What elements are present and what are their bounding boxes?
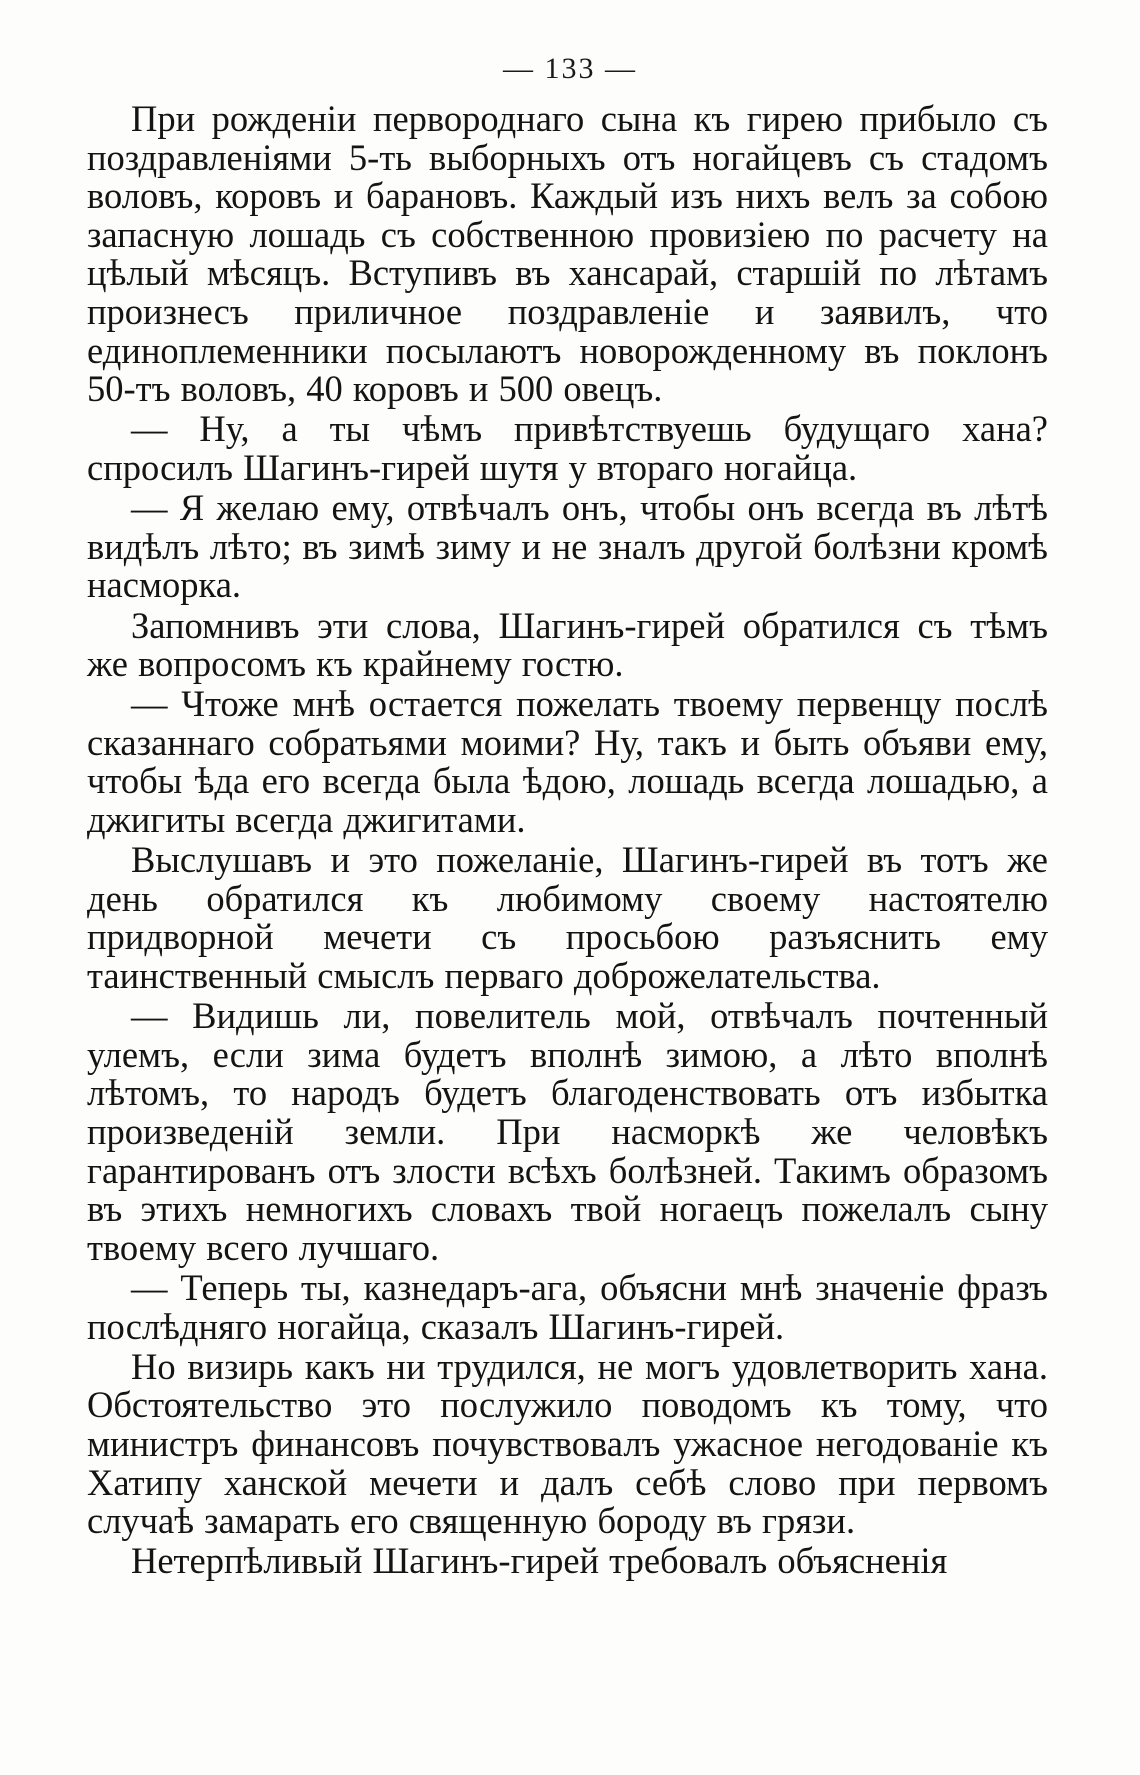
paragraph-5: — Чтоже мнѣ остается пожелать твоему первенцу послѣ сказаннаго собратьями моими? Ну, такъ и быть объяви ему, чтобы ѣда его всегда была ѣдою, лошадь всегда лошадью, а джигиты всегда джигитами. (87, 683, 1048, 841)
paragraph-2: — Ну, а ты чѣмъ привѣтствуешь будущаго хана? спросилъ Шагинъ-гирей шутя у втораго ногайца. (87, 408, 1048, 488)
paragraph-6: Выслушавъ и это пожеланіе, Шагинъ-гирей въ тотъ же день обратился къ любимому своему настоятелю придворной мечети съ просьбою разъяснить ему таинственный смыслъ перваго доброжелательства. (87, 839, 1048, 997)
paragraph-1: При рожденіи первороднаго сына къ гирею прибыло съ поздравленіями 5-ть выборныхъ отъ ногайцевъ съ стадомъ воловъ, коровъ и барановъ. Каждый изъ нихъ велъ за собою запасную лошадь съ собственною провизіею по расчету на цѣлый мѣсяцъ. Вступивъ въ хансарай, старшій по лѣтамъ произнесъ приличное поздравленіе и заявилъ, что единоплеменники посылаютъ новорожденному въ поклонъ 50-тъ воловъ, 40 коровъ и 500 овецъ. (87, 98, 1048, 410)
paragraph-3: — Я желаю ему, отвѣчалъ онъ, чтобы онъ всегда въ лѣтѣ видѣлъ лѣто; въ зимѣ зиму и не зналъ другой болѣзни кромѣ насморка. (87, 487, 1048, 606)
paragraph-8: — Теперь ты, казнедаръ-ага, объясни мнѣ значеніе фразъ послѣдняго ногайца, сказалъ Шагинъ-гирей. (87, 1266, 1048, 1347)
paragraph-9: Но визирь какъ ни трудился, не могъ удовлетворить хана. Обстоятельство это послужило поводомъ къ тому, что министръ финансовъ почувствовалъ ужасное негодованіе къ Хатипу ханской мечети и далъ себѣ слово при первомъ случаѣ замарать его священную бороду въ грязи. (87, 1345, 1048, 1542)
paragraph-10: Нетерпѣливый Шагинъ-гирей требовалъ объясненія (131, 1540, 948, 1582)
paragraph-7: — Видишь ли, повелитель мой, отвѣчалъ почтенный улемъ, если зима будетъ вполнѣ зимою, а лѣто вполнѣ лѣтомъ, то народъ будетъ благоденствовать отъ избытка произведеній земли. При насморкѣ же человѣкъ гарантированъ отъ злости всѣхъ болѣзней. Такимъ образомъ въ этихъ немногихъ словахъ твой ногаецъ пожелалъ сыну твоему всего лучшаго. (87, 995, 1048, 1268)
body-text (87, 100, 1048, 1583)
page-number: — 133 — (503, 52, 637, 85)
paragraph-4: Запомнивъ эти слова, Шагинъ-гирей обратился съ тѣмъ же вопросомъ къ крайнему гостю. (87, 604, 1048, 685)
